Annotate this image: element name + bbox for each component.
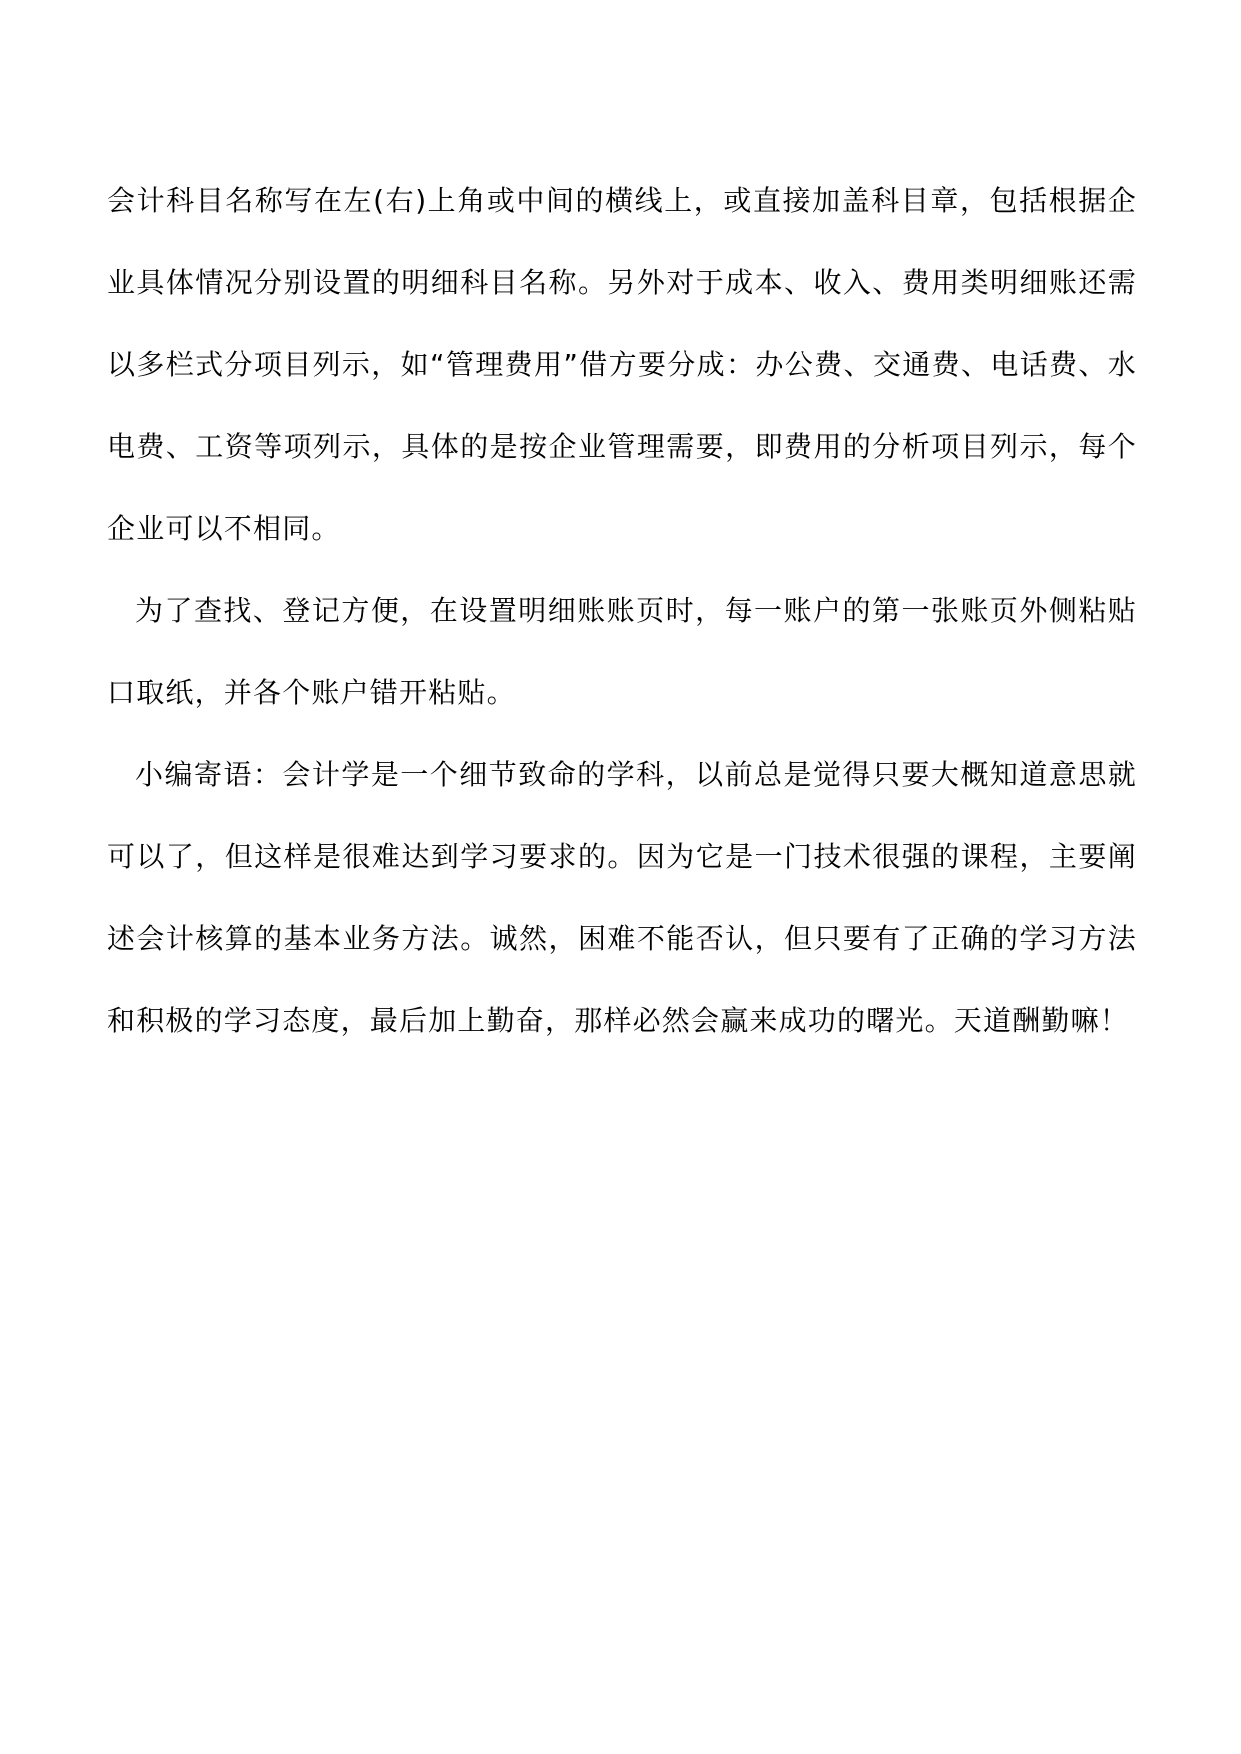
document-body xyxy=(107,160,1137,1062)
paragraph-editor-note: 小编寄语：会计学是一个细节致命的学科，以前总是觉得只要大概知道意思就可以了，但这样是很难达到学习要求的。因为它是一门技术很强的课程，主要阐述会计核算的基本业务方法。诚然，困难不能否认，但只要有了正确的学习方法和积极的学习态度，最后加上勤奋，那样必然会赢来成功的曙光。天道酬勤嘛！ xyxy=(107,758,1137,1037)
paragraph-account-title-naming: 会计科目名称写在左(右)上角或中间的横线上，或直接加盖科目章，包括根据企业具体情况分别设置的明细科目名称。另外对于成本、收入、费用类明细账还需以多栏式分项目列示，如“管理费用”借方要分成：办公费、交通费、电话费、水电费、工资等项列示，具体的是按企业管理需要，即费用的分析项目列示，每个企业可以不相同。 xyxy=(107,184,1137,545)
paragraph-index-tabs: 为了查找、登记方便，在设置明细账账页时，每一账户的第一张账页外侧粘贴口取纸，并各个账户错开粘贴。 xyxy=(107,594,1137,709)
